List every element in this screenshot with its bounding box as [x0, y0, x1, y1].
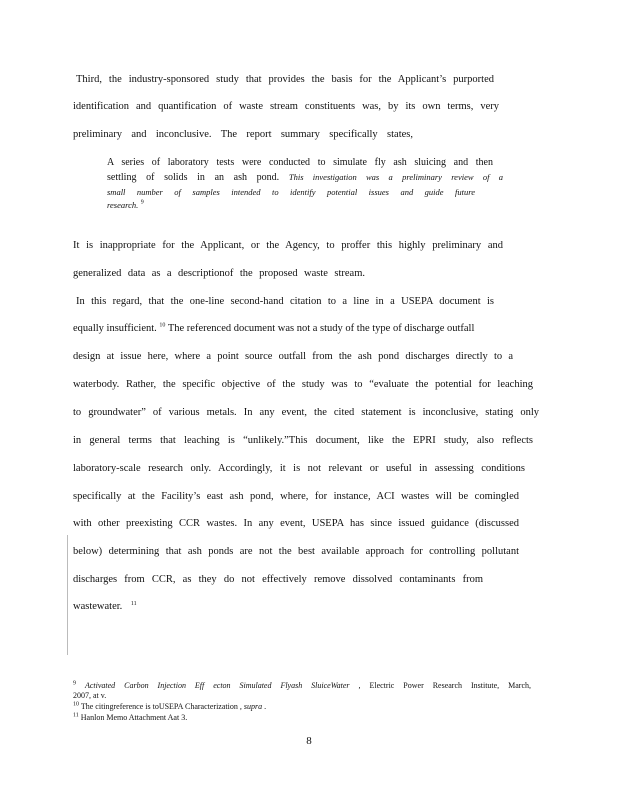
para3-line9: with other preexisting CCR wastes. In any event, USEPA has since issued guidance (discussed — [73, 518, 519, 529]
footnote-10-number: 10 — [73, 701, 79, 708]
footnote-9 — [73, 681, 531, 691]
quote-line1: A series of laboratory tests were conducted to simulate fly ash sluicing and then — [107, 157, 493, 168]
footnote-10 — [73, 702, 531, 712]
para1-line3: preliminary and inconclusive. The report summary specifically states, — [73, 129, 413, 140]
para1-line2: identification and quantification of waste stream constituents was, by its own terms, very — [73, 101, 499, 112]
para2-line2: generalized data as a descriptionof the proposed waste stream. — [73, 268, 365, 279]
footnote-11 — [73, 713, 531, 723]
para2-line1: It is inappropriate for the Applicant, or the Agency, to proffer this highly preliminary and — [73, 240, 503, 251]
page-number: 8 — [306, 735, 312, 747]
para3-line1: In this regard, that the one-line second-hand citation to a line in a USEPA document is — [76, 296, 494, 307]
para1-line1: Third, the industry-sponsored study that provides the basis for the Applicant’s purported — [76, 74, 494, 85]
footnote-11-number: 11 — [73, 712, 79, 719]
para3-line2 — [73, 323, 535, 335]
footnote-ref-10: 10 — [159, 322, 166, 329]
para3-line12-text: wastewater. — [73, 601, 123, 612]
para3-line5: to groundwater” of various metals. In any event, the cited statement is inconclusive, stating only — [73, 407, 539, 418]
quote-line4 — [107, 199, 503, 212]
footnote-10-end: . — [264, 702, 267, 711]
para3-line8: specifically at the Facility’s east ash pond, where, for instance, ACI wastes will be comingled — [73, 491, 519, 502]
footnote-11-text: Hanlon Memo Attachment Aat 3. — [80, 713, 188, 722]
footnote-9-line2: 2007, at v. — [73, 691, 107, 700]
quote-line2-italic: This investigation was a preliminary review of a — [288, 172, 503, 182]
footnote-9-source: , Electric Power Research Institute, March, — [358, 681, 532, 690]
quote-line2 — [107, 171, 503, 184]
footnote-ref-11: 11 — [130, 600, 137, 607]
para3-line6: in general terms that leaching is “unlikely.”This document, like the EPRI study, also reflects — [73, 435, 533, 446]
para3-line10: below) determining that ash ponds are not the best available approach for controlling pollutant — [73, 546, 519, 557]
quote-line2-plain: settling of solids in an ash pond. — [107, 172, 280, 183]
para3-line2-start: equally insufficient. — [73, 323, 157, 334]
quote-line4-italic: research. — [107, 200, 139, 210]
para3-line4: waterbody. Rather, the specific objective of the study was to “evaluate the potential for leaching — [73, 379, 533, 390]
para3-line11: discharges from CCR, as they do not effectively remove dissolved contaminants from — [73, 574, 483, 585]
footnote-10-text: The citingreference is toUSEPA Characterization — [80, 702, 238, 711]
para3-line12 — [73, 601, 193, 613]
footnote-10-supra: , supra — [239, 702, 263, 711]
margin-rule — [67, 535, 68, 655]
footnote-9-title: Activated Carbon Injection Eff ecton Simulated Flyash SluiceWater — [84, 681, 350, 690]
footnote-9-number: 9 — [73, 680, 76, 687]
para3-line3: design at issue here, where a point source outfall from the ash pond discharges directly to a — [73, 351, 513, 362]
quote-line3: small number of samples intended to identify potential issues and guide future — [107, 187, 475, 197]
para3-line7: laboratory-scale research only. Accordingly, it is not relevant or useful in assessing conditions — [73, 463, 525, 474]
para3-line2-end: The referenced document was not a study of the type of discharge outfall — [167, 323, 475, 334]
footnote-ref-9: 9 — [140, 199, 144, 206]
